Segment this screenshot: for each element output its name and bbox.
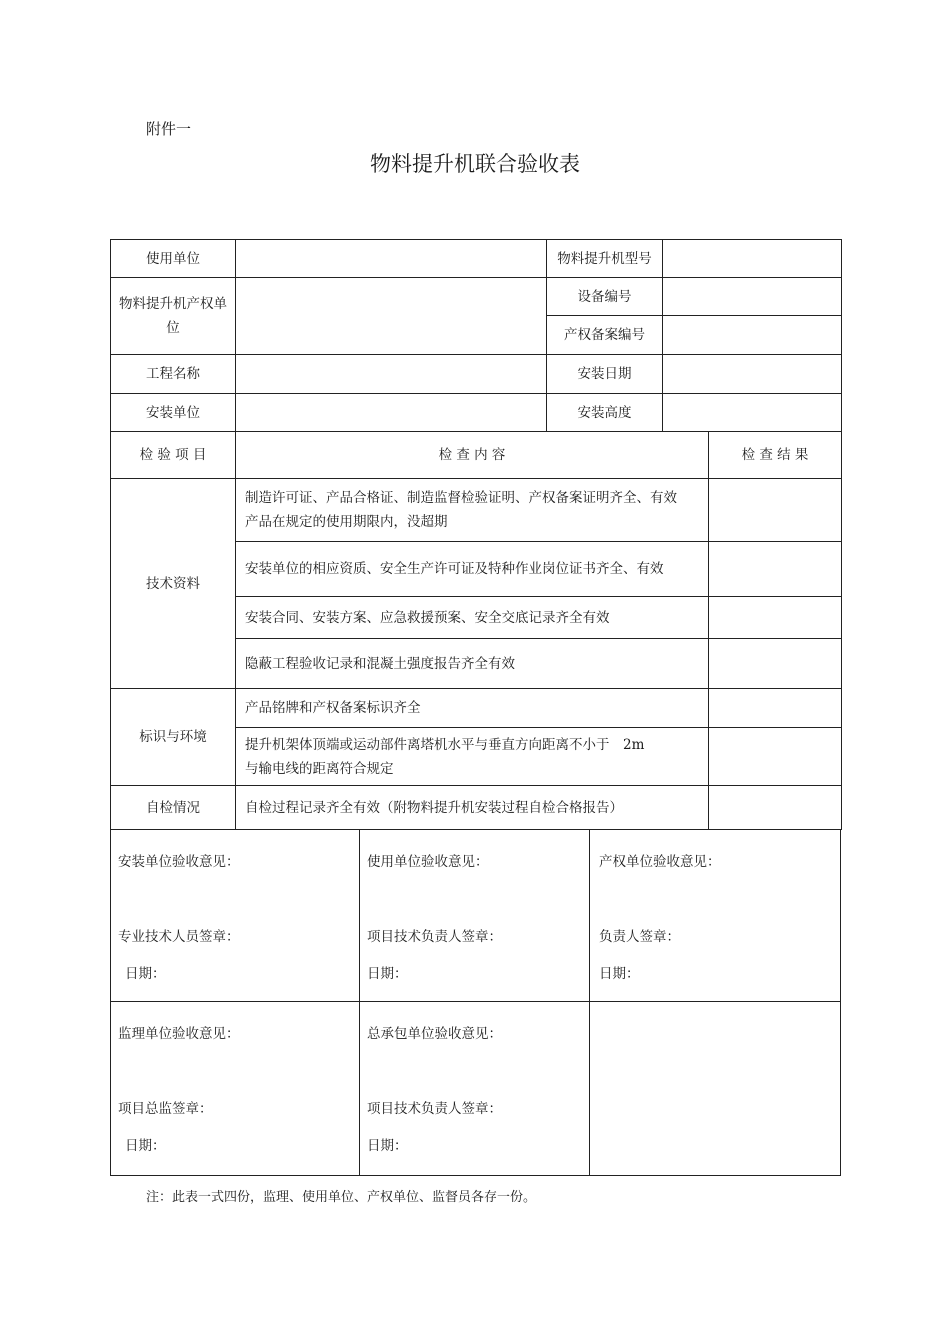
supervisor-opinion-date: 日期： [125, 1138, 166, 1154]
tech-docs-result-1[interactable] [709, 479, 842, 542]
user-opinion-title: 使用单位验收意见： [367, 854, 489, 870]
supervisor-opinion-sign: 项目总监签章： [118, 1101, 213, 1117]
owner-opinion-sign: 负责人签章： [599, 929, 680, 945]
opinions-section [110, 829, 841, 1176]
owner-unit-field[interactable] [236, 278, 547, 355]
page-title: 物料提升机联合验收表 [370, 152, 580, 176]
attachment-label: 附件一 [146, 120, 192, 138]
contractor-opinion-date: 日期： [367, 1138, 408, 1154]
install-height-label: 安装高度 [547, 394, 663, 432]
supervisor-opinion-title: 监理单位验收意见： [118, 1026, 240, 1042]
env-item-2: 提升机架体顶端或运动部件离塔机水平与垂直方向距离不小于 2m 与输电线的距离符合规定 [236, 728, 709, 786]
install-opinion-sign: 专业技术人员签章： [118, 929, 240, 945]
env-item-1: 产品铭牌和产权备案标识齐全 [236, 689, 709, 728]
owner-unit-label: 物料提升机产权单位 [111, 278, 236, 355]
user-opinion-sign: 项目技术负责人签章： [367, 929, 502, 945]
acceptance-table [110, 239, 842, 830]
owner-opinion-title: 产权单位验收意见： [599, 854, 721, 870]
tech-docs-result-4[interactable] [709, 639, 842, 689]
hoist-model-label: 物料提升机型号 [547, 240, 663, 278]
install-height-field[interactable] [663, 394, 842, 432]
column-header-content: 检 查 内 容 [236, 432, 709, 479]
contractor-opinion-title: 总承包单位验收意见： [367, 1026, 502, 1042]
owner-opinion-date: 日期： [599, 966, 640, 982]
project-name-label: 工程名称 [111, 355, 236, 394]
install-unit-field[interactable] [236, 394, 547, 432]
record-no-label: 产权备案编号 [547, 316, 663, 355]
opinions-divider [589, 829, 590, 1175]
opinions-divider [111, 1001, 840, 1002]
tech-docs-label: 技术资料 [111, 479, 236, 689]
tech-docs-item-1: 制造许可证、产品合格证、制造监督检验证明、产权备案证明齐全、有效 产品在规定的使用期限内，没超期 [236, 479, 709, 542]
tech-docs-item-2: 安装单位的相应资质、安全生产许可证及特种作业岗位证书齐全、有效 [236, 542, 709, 597]
column-header-result: 检 查 结 果 [709, 432, 842, 479]
self-check-item-1: 自检过程记录齐全有效（附物料提升机安装过程自检合格报告） [236, 786, 709, 830]
tech-docs-item-3: 安装合同、安装方案、应急救援预案、安全交底记录齐全有效 [236, 597, 709, 639]
user-unit-field[interactable] [236, 240, 547, 278]
tech-docs-result-2[interactable] [709, 542, 842, 597]
device-no-field[interactable] [663, 278, 842, 316]
install-unit-label: 安装单位 [111, 394, 236, 432]
install-date-label: 安装日期 [547, 355, 663, 394]
self-check-result-1[interactable] [709, 786, 842, 830]
footnote: 注：此表一式四份，监理、使用单位、产权单位、监督员各存一份。 [146, 1190, 537, 1205]
env-result-2[interactable] [709, 728, 842, 786]
user-opinion-date: 日期： [367, 966, 408, 982]
tech-docs-result-3[interactable] [709, 597, 842, 639]
record-no-field[interactable] [663, 316, 842, 355]
env-result-1[interactable] [709, 689, 842, 728]
install-date-field[interactable] [663, 355, 842, 394]
project-name-field[interactable] [236, 355, 547, 394]
contractor-opinion-sign: 项目技术负责人签章： [367, 1101, 502, 1117]
user-unit-label: 使用单位 [111, 240, 236, 278]
install-opinion-date: 日期： [125, 966, 166, 982]
self-check-label: 自检情况 [111, 786, 236, 830]
env-label: 标识与环境 [111, 689, 236, 786]
column-header-item: 检 验 项 目 [111, 432, 236, 479]
tech-docs-item-4: 隐蔽工程验收记录和混凝土强度报告齐全有效 [236, 639, 709, 689]
device-no-label: 设备编号 [547, 278, 663, 316]
opinions-divider [359, 829, 360, 1175]
hoist-model-field[interactable] [663, 240, 842, 278]
install-opinion-title: 安装单位验收意见： [118, 854, 240, 870]
